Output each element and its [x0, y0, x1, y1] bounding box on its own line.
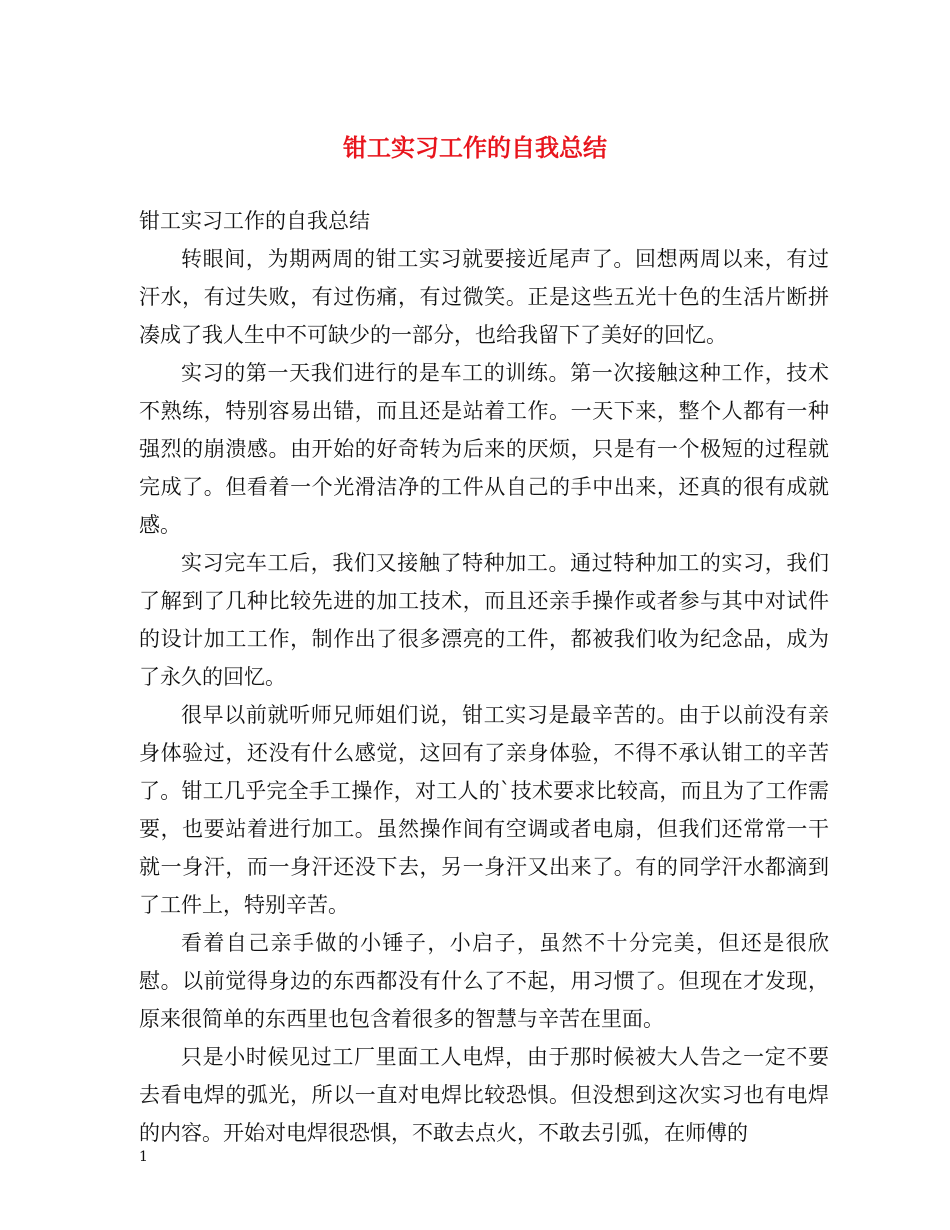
paragraph: 转眼间，为期两周的钳工实习就要接近尾声了。回想两周以来，有过汗水，有过失败，有过伤痛，有过微笑。正是这些五光十色的生活片断拼凑成了我人生中不可缺少的一部分，也给我留下了美好的回忆。 [139, 247, 829, 347]
paragraph: 很早以前就听师兄师姐们说，钳工实习是最辛苦的。由于以前没有亲身体验过，还没有什么感觉，这回有了亲身体验，不得不承认钳工的辛苦了。钳工几乎完全手工操作，对工人的`技术要求比较高，而且为了工作需要，也要站着进行加工。虽然操作间有空调或者电扇，但我们还常常一干就一身汗，而一身汗还没下去，另一身汗又出来了。有的同学汗水都滴到了工件上，特别辛苦。 [139, 703, 829, 917]
paragraph: 实习的第一天我们进行的是车工的训练。第一次接触这种工作，技术不熟练，特别容易出错，而且还是站着工作。一天下来，整个人都有一种强烈的崩溃感。由开始的好奇转为后来的厌烦，只是有一个极短的过程就完成了。但看着一个光滑洁净的工件从自己的手中出来，还真的很有成就感。 [139, 361, 829, 537]
document-title: 钳工实习工作的自我总结 [343, 133, 607, 162]
paragraph: 只是小时候见过工厂里面工人电焊，由于那时候被大人告之一定不要去看电焊的弧光，所以一直对电焊比较恐惧。但没想到这次实习也有电焊的内容。开始对电焊很恐惧，不敢去点火，不敢去引弧，在师傅的 [139, 1045, 829, 1145]
paragraph: 看着自己亲手做的小锤子，小启子，虽然不十分完美，但还是很欣慰。以前觉得身边的东西都没有什么了不起，用习惯了。但现在才发现，原来很简单的东西里也包含着很多的智慧与辛苦在里面。 [139, 931, 829, 1031]
paragraph: 实习完车工后，我们又接触了特种加工。通过特种加工的实习，我们了解到了几种比较先进的加工技术，而且还亲手操作或者参与其中对试件的设计加工工作，制作出了很多漂亮的工件，都被我们收为纪念品，成为了永久的回忆。 [139, 551, 829, 689]
page-number: 1 [139, 1149, 148, 1165]
document-subtitle: 钳工实习工作的自我总结 [139, 209, 370, 233]
document-body [139, 202, 829, 1152]
